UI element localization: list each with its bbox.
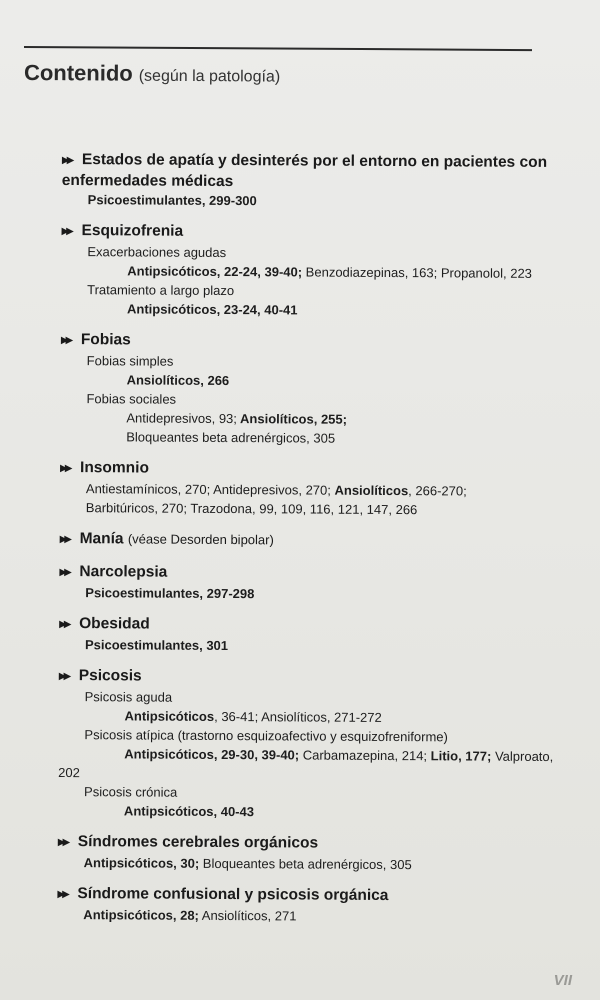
subheading: Psicosis crónica [84, 784, 178, 800]
subheading: Psicosis aguda [84, 689, 173, 705]
entry-line: Antipsicóticos, 40-43 [123, 803, 255, 820]
section-title: ▶▶ Esquizofrenia [61, 222, 184, 240]
contents-list [57, 150, 582, 939]
see-also-note: (véase Desorden bipolar) [127, 531, 274, 548]
entry-line: Antipsicóticos, 29-30, 39-40; Carbamazepina, 214; Litio, 177; Valproato, [124, 746, 554, 765]
section-psicosis [58, 666, 579, 823]
entry-line: Barbitúricos, 270; Trazodona, 99, 109, 116, 121, 147, 266 [85, 500, 418, 518]
section-title: ▶▶ Fobias [60, 331, 131, 349]
page-heading [24, 60, 280, 88]
entry-line: Antiestamínicos, 270; Antidepresivos, 270; Ansiolíticos, 266-270; [85, 481, 467, 499]
entry-line: Psicoestimulantes, 299-300 [87, 192, 257, 209]
page-number: VII [553, 972, 572, 989]
section-title: ▶▶ Insomnio [60, 459, 150, 477]
double-arrow-icon: ▶▶ [59, 566, 69, 579]
section-title: ▶▶ Psicosis [58, 667, 142, 685]
section-esquizofrenia [61, 221, 582, 321]
double-arrow-icon: ▶▶ [61, 225, 71, 238]
page-title: Contenido [23, 60, 133, 86]
section-fobias [60, 330, 581, 449]
double-arrow-icon: ▶▶ [58, 670, 69, 683]
subheading: Psicosis atípica (trastorno esquizoafectivo y esquizofreniforme) [84, 727, 448, 745]
entry-line: Antipsicóticos, 30; Bloqueantes beta adrenérgicos, 305 [83, 855, 412, 873]
double-arrow-icon: ▶▶ [60, 462, 70, 475]
subheading: Fobias sociales [86, 391, 177, 407]
section-mania [60, 529, 580, 553]
subheading: Fobias simples [86, 353, 174, 369]
entry-line: Antipsicóticos, 22-24, 39-40; Benzodiazepinas, 163; Propanolol, 223 [127, 263, 532, 281]
section-title: ▶▶ Estados de apatía y desinterés por el entorno en pacientes con enfermedades médicas [61, 151, 548, 191]
page-subtitle: (según la patología) [138, 67, 281, 86]
double-arrow-icon: ▶▶ [61, 154, 72, 167]
double-arrow-icon: ▶▶ [60, 334, 71, 347]
subheading: Exacerbaciones agudas [87, 244, 227, 261]
entry-line: Ansiolíticos, 266 [126, 372, 230, 389]
section-sindrome-confusional [57, 884, 577, 927]
entry-line: Psicoestimulantes, 297-298 [85, 585, 255, 602]
subheading: Tratamiento a largo plazo [87, 282, 235, 299]
entry-line: Antipsicóticos, 36-41; Ansiolíticos, 271-272 [124, 708, 382, 725]
entry-line: Antipsicóticos, 28; Ansiolíticos, 271 [83, 907, 297, 924]
double-arrow-icon: ▶▶ [57, 836, 68, 849]
section-narcolepsia [59, 562, 579, 605]
entry-line: Psicoestimulantes, 301 [84, 637, 229, 654]
entry-line-wrap: 202 [58, 764, 80, 781]
section-obesidad [59, 614, 579, 657]
double-arrow-icon: ▶▶ [59, 533, 70, 546]
entry-line: Bloqueantes beta adrenérgicos, 305 [126, 429, 336, 446]
section-title: ▶▶ Manía (véase Desorden bipolar) [59, 530, 274, 548]
entry-line: Antipsicóticos, 23-24, 40-41 [126, 301, 298, 318]
section-title: ▶▶ Narcolepsia [59, 563, 168, 581]
section-title: ▶▶ Obesidad [59, 615, 150, 633]
header-rule [24, 46, 532, 51]
double-arrow-icon: ▶▶ [59, 618, 69, 631]
section-title: ▶▶ Síndrome confusional y psicosis orgánica [57, 885, 389, 905]
section-apatia [62, 150, 582, 212]
section-insomnio [60, 458, 580, 520]
section-sindromes-cerebrales [58, 832, 578, 875]
entry-line: Antidepresivos, 93; Ansiolíticos, 255; [126, 410, 348, 427]
section-title: ▶▶ Síndromes cerebrales orgánicos [57, 833, 319, 852]
double-arrow-icon: ▶▶ [57, 888, 67, 901]
